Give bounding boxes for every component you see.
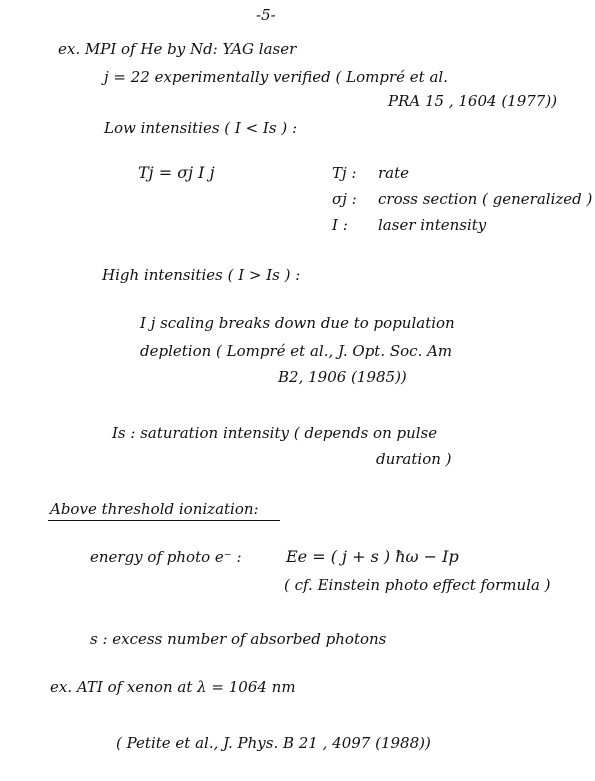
scaling-breakdown-line: I j scaling breaks down due to population: [140, 314, 455, 332]
mpi-verification-line: j = 22 experimentally verified ( Lompré et al.: [104, 68, 448, 86]
definition-symbol-rate: Tj :: [332, 164, 357, 182]
ati-xenon-example: ex. ATI of xenon at λ = 1064 nm: [50, 678, 296, 696]
depletion-line: depletion ( Lompré et al., J. Opt. Soc. Am: [140, 342, 453, 360]
saturation-intensity-line: Is : saturation intensity ( depends on pulse: [112, 424, 438, 442]
excess-photons-definition: s : excess number of absorbed photons: [90, 630, 387, 648]
photoelectron-energy-formula: Ee = ( j + s ) ħω − Ip: [286, 547, 459, 566]
rate-formula: Tj = σj I j: [138, 163, 215, 182]
einstein-formula-note: ( cf. Einstein photo effect formula ): [284, 576, 551, 594]
low-intensity-heading: Low intensities ( I < Is ) :: [104, 119, 298, 137]
mpi-reference-line: PRA 15 , 1604 (1977)): [388, 92, 558, 110]
definition-text-intensity: laser intensity: [378, 216, 487, 234]
saturation-duration-line: duration ): [376, 450, 452, 468]
page-number: -5-: [256, 6, 276, 24]
definition-text-cross-section: cross section ( generalized ): [378, 190, 593, 208]
definition-symbol-cross-section: σj :: [332, 190, 357, 208]
photoelectron-energy-label: energy of photo e⁻ :: [90, 548, 242, 566]
depletion-reference-line: B2, 1906 (1985)): [278, 368, 407, 386]
high-intensity-heading: High intensities ( I > Is ) :: [102, 266, 301, 284]
ati-heading: Above threshold ionization:: [50, 500, 259, 518]
definition-symbol-intensity: I :: [332, 216, 348, 234]
ati-heading-underline: [48, 520, 280, 521]
petite-reference: ( Petite et al., J. Phys. B 21 , 4097 (1988)): [116, 734, 431, 752]
definition-text-rate: rate: [378, 164, 410, 182]
mpi-example-line: ex. MPI of He by Nd: YAG laser: [58, 40, 297, 58]
